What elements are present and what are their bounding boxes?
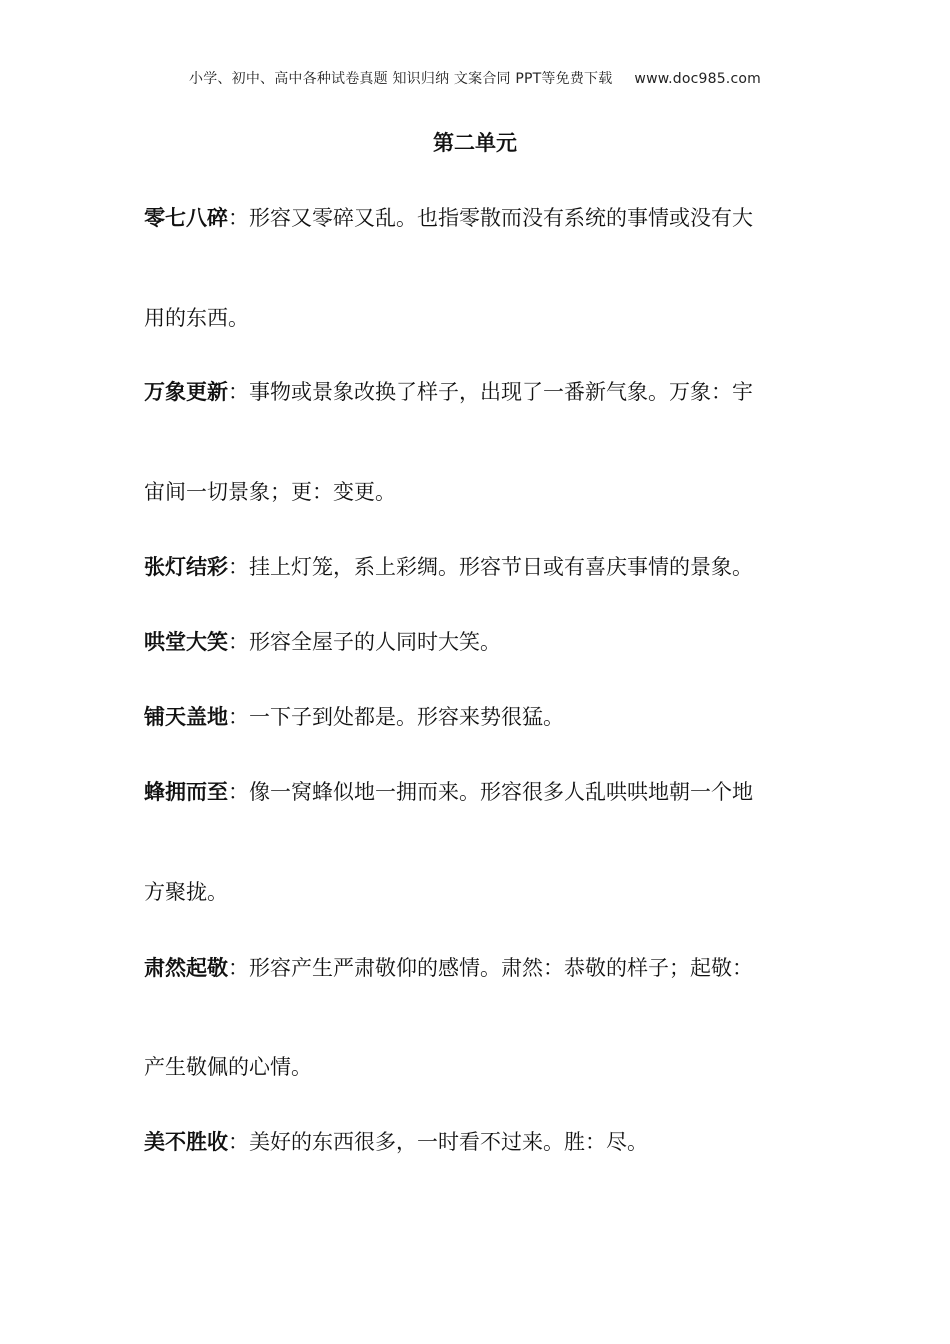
idiom-term: 哄堂大笑 [144, 630, 228, 654]
idiom-definition: 一下子到处都是。形容来势很猛。 [249, 705, 564, 729]
header-text: 小学、初中、高中各种试卷真题 知识归纳 文案合同 PPT等免费下载 [189, 71, 613, 87]
term-separator: ： [228, 206, 249, 230]
idiom-term: 蜂拥而至 [144, 780, 228, 804]
entry-line [144, 552, 824, 582]
idiom-definition: 像一窝蜂似地一拥而来。形容很多人乱哄哄地朝一个地 [249, 780, 753, 804]
idiom-term: 美不胜收 [144, 1130, 228, 1154]
entry-line [144, 627, 824, 657]
idiom-definition-continued: 宙间一切景象；更：变更。 [144, 480, 396, 504]
entry-line [144, 1127, 824, 1157]
entry-line [144, 953, 824, 983]
entry-line-continued [144, 1052, 824, 1082]
term-separator: ： [228, 780, 249, 804]
entry-line [144, 203, 824, 233]
term-separator: ： [228, 956, 249, 980]
entry-line [144, 377, 824, 407]
header-site-url: www.doc985.com [634, 71, 761, 87]
term-separator: ： [228, 555, 249, 579]
idiom-term: 零七八碎 [144, 206, 228, 230]
entry-line [144, 702, 824, 732]
term-separator: ： [228, 630, 249, 654]
entry-line-continued [144, 877, 824, 907]
idiom-term: 张灯结彩 [144, 555, 228, 579]
idiom-definition-continued: 方聚拢。 [144, 880, 228, 904]
term-separator: ： [228, 1130, 249, 1154]
entry-line-continued [144, 303, 824, 333]
entry-line [144, 777, 824, 807]
idiom-term: 肃然起敬 [144, 956, 228, 980]
idiom-definition-continued: 产生敬佩的心情。 [144, 1055, 312, 1079]
idiom-definition: 形容产生严肃敬仰的感情。肃然：恭敬的样子；起敬： [249, 956, 753, 980]
idiom-definition: 形容全屋子的人同时大笑。 [249, 630, 501, 654]
idiom-definition: 事物或景象改换了样子，出现了一番新气象。万象：宇 [249, 380, 753, 404]
idiom-definition: 形容又零碎又乱。也指零散而没有系统的事情或没有大 [249, 206, 753, 230]
idiom-term: 铺天盖地 [144, 705, 228, 729]
idiom-definition-continued: 用的东西。 [144, 306, 249, 330]
page-title: 第二单元 [433, 131, 517, 155]
idiom-term: 万象更新 [144, 380, 228, 404]
idiom-definition: 挂上灯笼，系上彩绸。形容节日或有喜庆事情的景象。 [249, 555, 753, 579]
term-separator: ： [228, 380, 249, 404]
page-header [0, 68, 950, 88]
idiom-definition: 美好的东西很多，一时看不过来。胜：尽。 [249, 1130, 648, 1154]
entry-line-continued [144, 477, 824, 507]
term-separator: ： [228, 705, 249, 729]
